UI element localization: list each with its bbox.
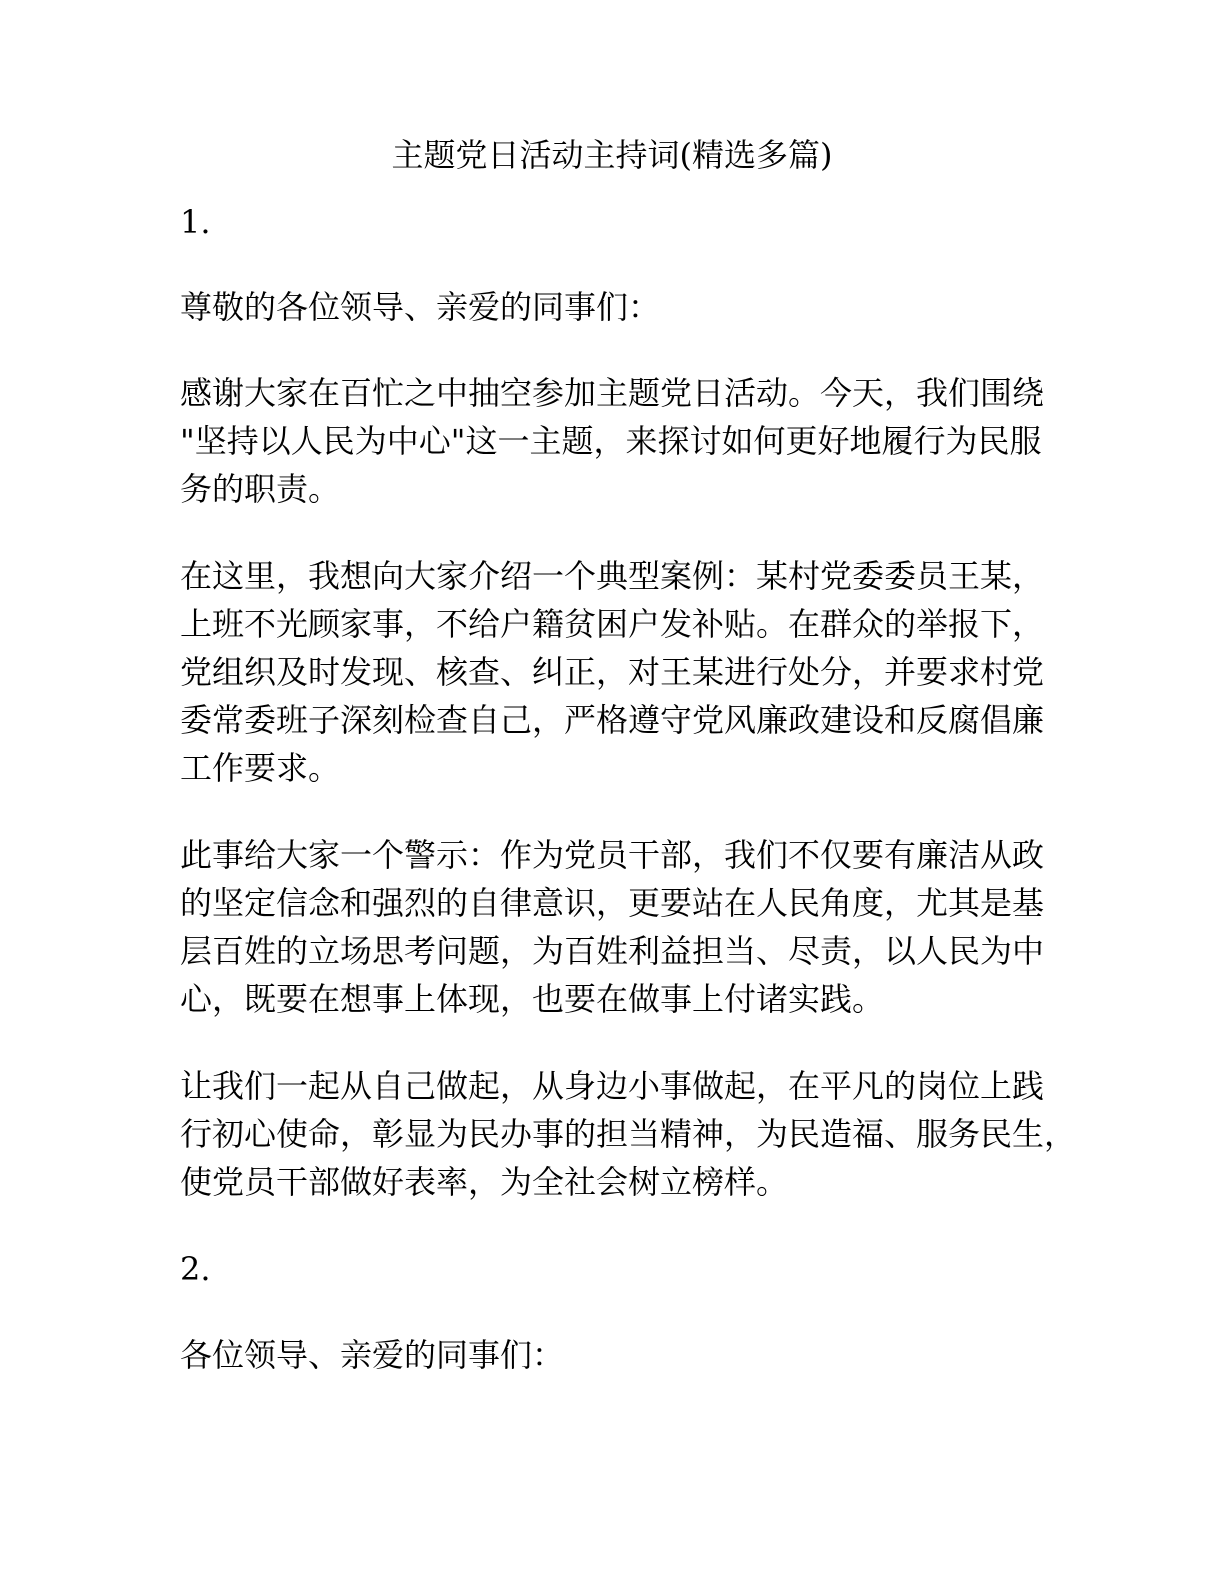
paragraph-1-line-1: 感谢大家在百忙之中抽空参加主题党日活动。今天，我们围绕 bbox=[180, 374, 1045, 412]
paragraph-2 bbox=[180, 552, 1060, 792]
paragraph-2-line-2: 上班不光顾家事，不给户籍贫困户发补贴。在群众的举报下， bbox=[180, 605, 1045, 643]
section-number-2: 2. bbox=[180, 1250, 211, 1288]
paragraph-1-line-3: 务的职责。 bbox=[180, 470, 341, 508]
paragraph-2-line-4: 委常委班子深刻检查自己，严格遵守党风廉政建设和反腐倡廉 bbox=[180, 701, 1045, 739]
paragraph-3-line-2: 的坚定信念和强烈的自律意识，更要站在人民角度，尤其是基 bbox=[180, 884, 1045, 922]
paragraph-3-line-4: 心，既要在想事上体现，也要在做事上付诸实践。 bbox=[180, 980, 885, 1018]
paragraph-1-line-2: "坚持以人民为中心"这一主题，来探讨如何更好地履行为民服 bbox=[180, 422, 1042, 460]
greeting-1: 尊敬的各位领导、亲爱的同事们： bbox=[180, 288, 661, 326]
paragraph-4-line-1: 让我们一起从自己做起，从身边小事做起，在平凡的岗位上践 bbox=[180, 1067, 1045, 1105]
paragraph-4 bbox=[180, 1062, 1077, 1206]
paragraph-2-line-1: 在这里，我想向大家介绍一个典型案例：某村党委委员王某， bbox=[180, 557, 1045, 595]
paragraph-1 bbox=[180, 369, 1060, 513]
paragraph-4-line-2: 行初心使命，彰显为民办事的担当精神，为民造福、服务民生， bbox=[180, 1115, 1077, 1153]
document-title: 主题党日活动主持词(精选多篇) bbox=[391, 136, 833, 174]
greeting-2: 各位领导、亲爱的同事们： bbox=[180, 1336, 565, 1374]
paragraph-3-line-3: 层百姓的立场思考问题，为百姓利益担当、尽责，以人民为中 bbox=[180, 932, 1045, 970]
paragraph-4-line-3: 使党员干部做好表率，为全社会树立榜样。 bbox=[180, 1163, 789, 1201]
paragraph-3-line-1: 此事给大家一个警示：作为党员干部，我们不仅要有廉洁从政 bbox=[180, 836, 1045, 874]
paragraph-2-line-5: 工作要求。 bbox=[180, 749, 341, 787]
paragraph-3 bbox=[180, 831, 1060, 1023]
paragraph-2-line-3: 党组织及时发现、核查、纠正，对王某进行处分，并要求村党 bbox=[180, 653, 1045, 691]
section-number-1: 1. bbox=[180, 203, 211, 241]
